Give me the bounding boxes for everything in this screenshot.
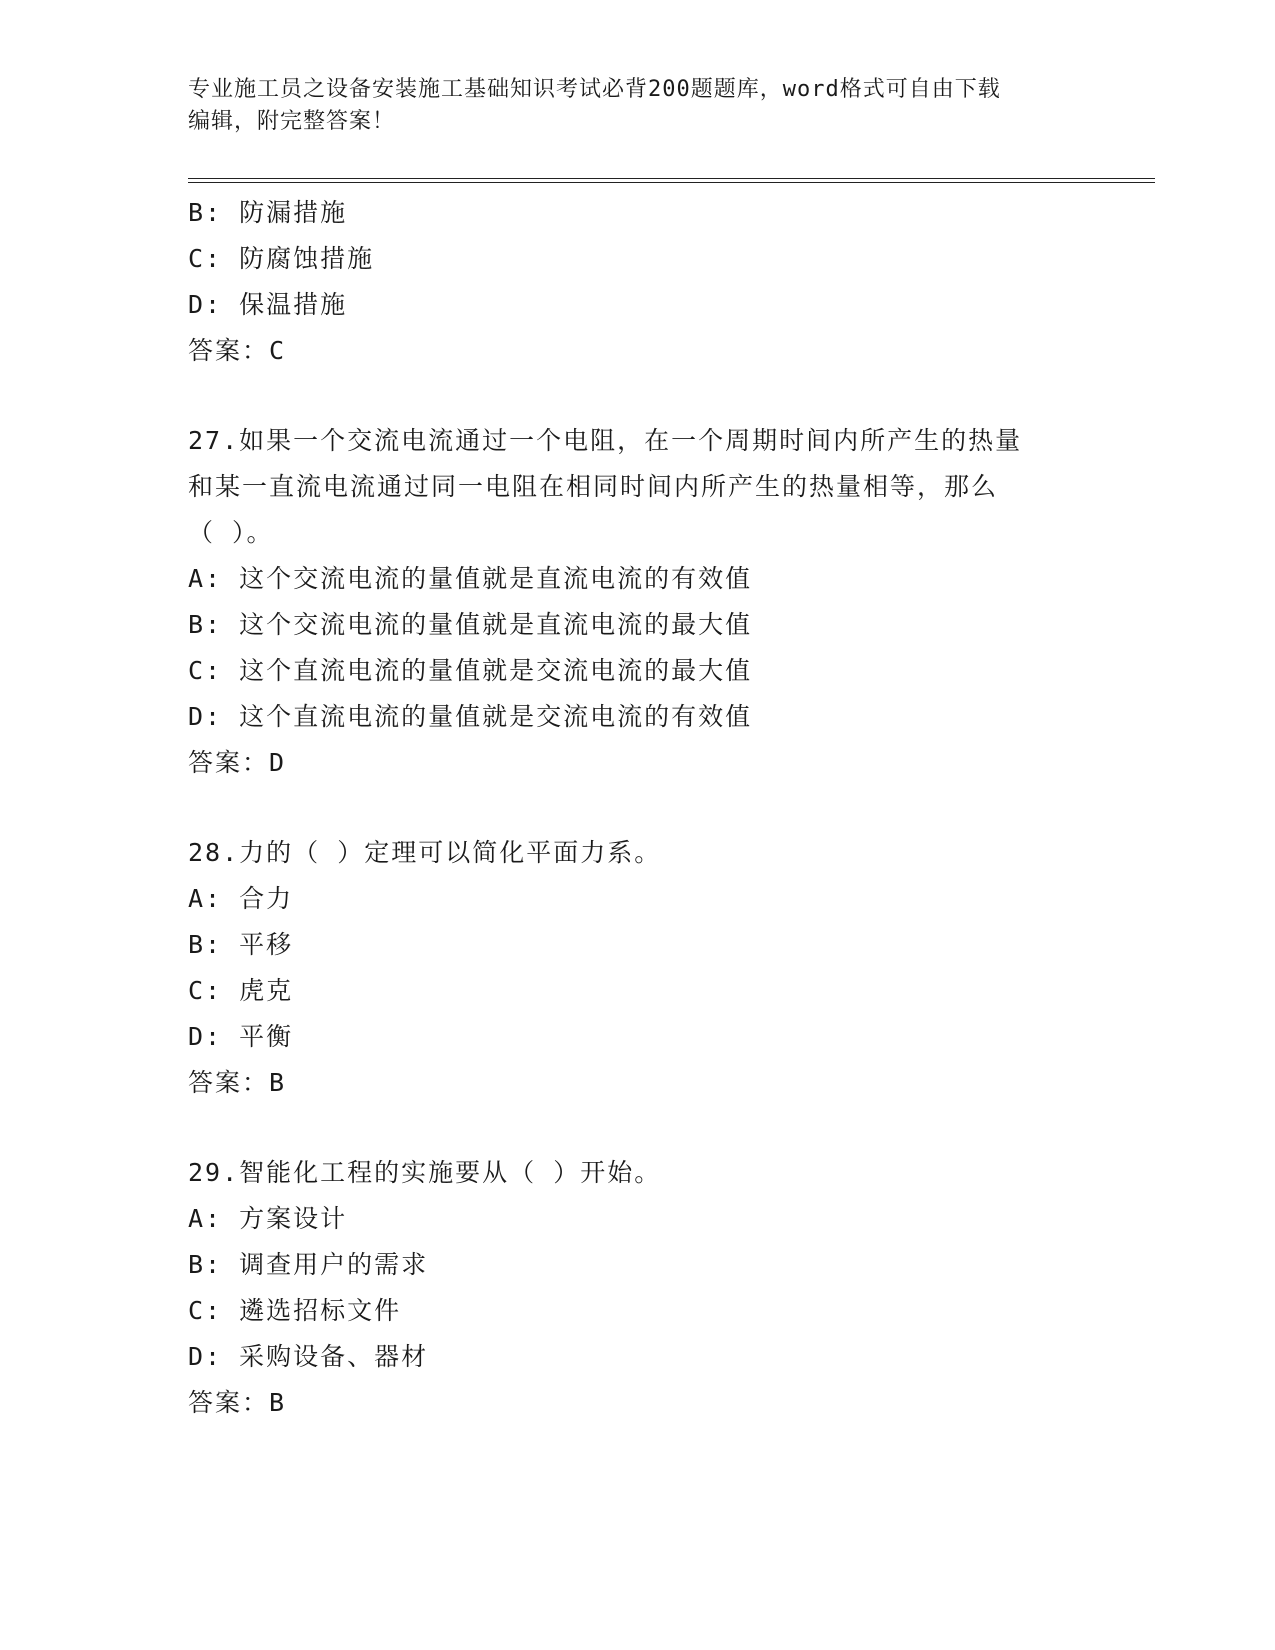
answer-line: 答案：B [188,1388,287,1417]
question-content [188,190,1088,1426]
option-c: C: 这个直流电流的量值就是交流电流的最大值 [188,656,753,685]
option-b: B: 调查用户的需求 [188,1250,429,1279]
answer-line: 答案：C [188,336,287,365]
option-c: C: 防腐蚀措施 [188,244,375,273]
answer-line: 答案：D [188,748,287,777]
option-d: D: 采购设备、器材 [188,1342,429,1371]
header-title-line-2: 编辑，附完整答案！ [188,109,396,134]
option-a: A: 这个交流电流的量值就是直流电流的有效值 [188,564,753,593]
question-text-line: 和某一直流电流通过同一电阻在相同时间内所产生的热量相等，那么 [188,472,999,501]
option-b: B: 这个交流电流的量值就是直流电流的最大值 [188,610,753,639]
prev-question-block [188,190,1088,374]
question-27-block [188,418,1088,786]
spacer [188,374,1088,418]
option-b: B: 平移 [188,930,294,959]
question-28-block [188,830,1088,1106]
document-header [188,74,1088,138]
question-text-line: 27.如果一个交流电流通过一个电阻，在一个周期时间内所产生的热量 [188,426,1023,455]
option-d: D: 平衡 [188,1022,294,1051]
option-a: A: 方案设计 [188,1204,348,1233]
option-b: B: 防漏措施 [188,198,348,227]
spacer [188,786,1088,830]
option-d: D: 保温措施 [188,290,348,319]
question-text-line: 29.智能化工程的实施要从（ ）开始。 [188,1158,662,1187]
header-divider [188,178,1155,183]
question-text-line: （ ）。 [188,518,274,547]
question-29-block [188,1150,1088,1426]
option-c: C: 虎克 [188,976,294,1005]
question-text-line: 28.力的（ ）定理可以简化平面力系。 [188,838,662,867]
header-title-line-1: 专业施工员之设备安装施工基础知识考试必背200题题库，word格式可自由下载 [188,77,1001,102]
spacer [188,1106,1088,1150]
option-a: A: 合力 [188,884,294,913]
option-c: C: 遴选招标文件 [188,1296,402,1325]
answer-line: 答案：B [188,1068,287,1097]
option-d: D: 这个直流电流的量值就是交流电流的有效值 [188,702,753,731]
